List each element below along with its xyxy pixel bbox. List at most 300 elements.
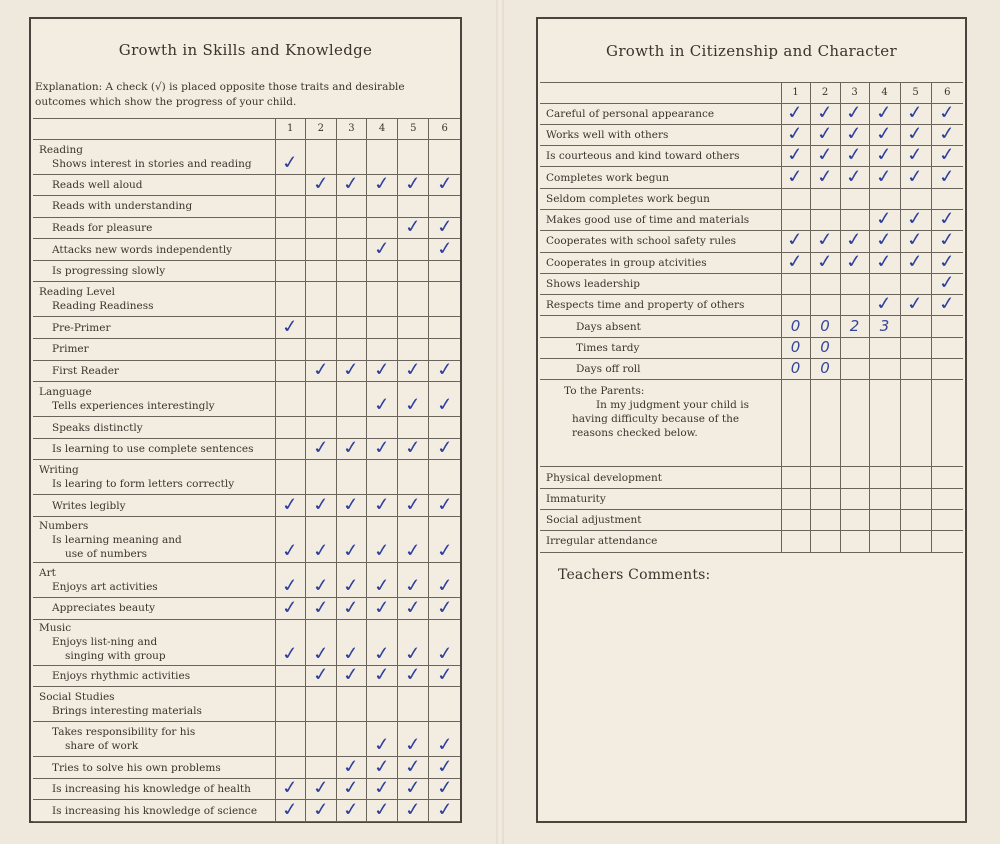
skill-label: Attacks new words independently [52, 243, 233, 256]
difficulty-row [540, 488, 963, 509]
attendance-cell [900, 316, 931, 337]
check-mark: ✓ [937, 292, 958, 316]
check-mark: ✓ [434, 539, 455, 563]
check-mark: ✓ [937, 143, 958, 167]
check-mark: ✓ [844, 101, 865, 124]
grade-cell [398, 239, 429, 261]
grade-cell [869, 273, 900, 294]
grade-cell [398, 757, 429, 779]
trait-row [540, 188, 963, 209]
grade-cell [336, 339, 366, 361]
grade-cell [367, 563, 398, 598]
skill-label: Reads well aloud [52, 178, 143, 191]
difficulty-label: Physical development [540, 467, 781, 488]
grade-cell [275, 460, 305, 495]
grade-cell [305, 417, 336, 439]
check-mark: ✓ [785, 229, 806, 252]
attendance-value: 3 [879, 316, 890, 335]
grade-cell [900, 292, 931, 316]
grade-cell [367, 196, 398, 218]
grade-cell [931, 273, 963, 294]
grade-cell [810, 124, 840, 145]
citizenship-table [540, 83, 963, 553]
check-mark: ✓ [310, 596, 331, 619]
trait-label: Works well with others [540, 124, 781, 145]
grade-cell [305, 800, 336, 822]
skill-row [33, 563, 460, 598]
grade-cell [781, 531, 810, 552]
grade-cell [398, 800, 429, 822]
check-mark: ✓ [371, 642, 393, 665]
grade-cell [931, 531, 963, 552]
skill-row [33, 619, 460, 665]
grade-cell [781, 467, 810, 488]
grade-cell [305, 174, 336, 196]
grade-cell [810, 209, 840, 230]
grade-cell [305, 339, 336, 361]
grade-cell [429, 260, 460, 282]
grade-cell [336, 517, 366, 563]
skill-row [33, 282, 460, 317]
grade-cell [398, 722, 429, 757]
grade-cell [869, 467, 900, 488]
grade-cell [840, 295, 869, 316]
check-mark: ✓ [371, 237, 393, 261]
grade-cell [810, 467, 840, 488]
grade-cell [781, 209, 810, 230]
attendance-cell [781, 316, 810, 337]
skill-label: Is learing to form letters correctly [52, 478, 235, 491]
grade-cell [931, 231, 963, 252]
check-mark: ✓ [785, 122, 806, 146]
grade-cell [398, 778, 429, 800]
check-mark: ✓ [403, 642, 424, 665]
check-mark: ✓ [937, 250, 958, 274]
attendance-value: 0 [790, 337, 801, 356]
check-mark: ✓ [905, 250, 926, 274]
skill-label: Primer [52, 343, 89, 356]
grade-cell [429, 598, 460, 620]
grade-cell [275, 438, 305, 460]
check-mark: ✓ [310, 539, 331, 563]
grade-cell [931, 252, 963, 273]
grade-cell [429, 757, 460, 779]
check-mark: ✓ [874, 229, 895, 252]
grade-column-header: 4 [869, 83, 900, 103]
check-mark: ✓ [937, 101, 958, 124]
check-mark: ✓ [937, 229, 958, 252]
check-mark: ✓ [937, 165, 958, 188]
grade-cell [931, 467, 963, 488]
grade-column-header: 1 [781, 83, 810, 103]
grade-header-row [540, 83, 963, 103]
grade-cell [869, 124, 900, 145]
grade-cell [840, 509, 869, 530]
check-mark: ✓ [280, 539, 301, 563]
grade-cell [900, 488, 931, 509]
check-mark: ✓ [814, 101, 836, 124]
skill-label: Tells experiences interestingly [52, 400, 215, 413]
skill-label: Is increasing his knowledge of health [52, 783, 251, 796]
grade-cell [429, 360, 460, 382]
skill-row [33, 598, 460, 620]
grade-cell [336, 665, 366, 687]
grade-cell [367, 517, 398, 563]
grade-cell [429, 417, 460, 439]
grade-cell [900, 252, 931, 273]
grade-column-header: 6 [429, 119, 460, 139]
grade-cell [275, 722, 305, 757]
grade-cell [398, 282, 429, 317]
check-mark: ✓ [434, 237, 455, 261]
grade-cell [869, 531, 900, 552]
grade-cell [429, 282, 460, 317]
grade-cell [336, 417, 366, 439]
check-mark: ✓ [434, 437, 455, 460]
check-mark: ✓ [403, 215, 424, 239]
grade-cell [810, 231, 840, 252]
check-mark: ✓ [403, 663, 424, 687]
grade-cell [336, 317, 366, 339]
grade-cell [367, 239, 398, 261]
grade-cell [398, 517, 429, 563]
grade-column-header: 3 [336, 119, 366, 139]
check-mark: ✓ [371, 539, 393, 563]
grade-cell [840, 252, 869, 273]
grade-cell [275, 339, 305, 361]
grade-cell [275, 757, 305, 779]
check-mark: ✓ [403, 777, 424, 800]
grade-cell [900, 509, 931, 530]
check-mark: ✓ [371, 798, 393, 822]
grade-cell [398, 217, 429, 239]
skill-row [33, 800, 460, 822]
grade-cell [398, 598, 429, 620]
check-mark: ✓ [403, 596, 424, 619]
skill-label: Enjoys list-ning and [52, 636, 158, 649]
attendance-value: 2 [849, 316, 860, 335]
grade-cell [398, 619, 429, 665]
grade-cell [781, 380, 810, 467]
check-mark: ✓ [280, 777, 301, 800]
grade-cell [781, 143, 810, 167]
attendance-row [540, 337, 963, 358]
grade-cell [931, 292, 963, 316]
check-mark: ✓ [785, 101, 806, 124]
grade-cell [398, 317, 429, 339]
grade-cell [275, 778, 305, 800]
grade-cell [275, 317, 305, 339]
check-mark: ✓ [814, 143, 836, 167]
grade-cell [429, 217, 460, 239]
check-mark: ✓ [371, 172, 393, 196]
check-mark: ✓ [403, 574, 424, 598]
attendance-value: 0 [820, 316, 830, 335]
grade-column-header: 6 [931, 83, 963, 103]
skill-row [33, 239, 460, 261]
difficulty-label: Immaturity [540, 488, 781, 509]
check-mark: ✓ [434, 596, 455, 619]
grade-cell [367, 339, 398, 361]
skill-row [33, 460, 460, 495]
attendance-label: Days off roll [576, 363, 641, 376]
grade-cell [305, 517, 336, 563]
grade-cell [367, 800, 398, 822]
grade-cell [305, 495, 336, 517]
check-mark: ✓ [785, 250, 806, 274]
skill-row [33, 139, 460, 174]
check-mark: ✓ [844, 122, 865, 146]
grade-cell [840, 103, 869, 124]
grade-cell [305, 460, 336, 495]
skill-row [33, 382, 460, 417]
grade-cell [869, 231, 900, 252]
grade-cell [275, 217, 305, 239]
check-mark: ✓ [403, 358, 424, 382]
grade-column-header: 1 [275, 119, 305, 139]
trait-row [540, 209, 963, 230]
grade-column-header: 3 [840, 83, 869, 103]
parents-note-row [540, 380, 963, 467]
grade-cell [429, 438, 460, 460]
check-mark: ✓ [371, 437, 393, 460]
skill-label: Brings interesting materials [52, 705, 202, 718]
grade-cell [275, 360, 305, 382]
check-mark: ✓ [937, 271, 958, 295]
parents-note-line: To the Parents: [564, 385, 645, 398]
grade-cell [840, 143, 869, 167]
check-mark: ✓ [844, 165, 865, 188]
attendance-cell [840, 359, 869, 380]
grade-cell [275, 417, 305, 439]
grade-cell [398, 687, 429, 722]
skill-row [33, 665, 460, 687]
grade-cell [336, 217, 366, 239]
check-mark: ✓ [371, 574, 393, 598]
skill-row [33, 260, 460, 282]
skill-row [33, 196, 460, 218]
skill-category-label: Writing [39, 464, 79, 477]
grade-cell [900, 531, 931, 552]
grade-cell [840, 124, 869, 145]
grade-cell [336, 722, 366, 757]
check-mark: ✓ [341, 539, 362, 563]
check-mark: ✓ [371, 596, 393, 619]
skills-knowledge-panel [29, 17, 462, 823]
citizenship-title: Growth in Citizenship and Character [606, 42, 897, 60]
attendance-cell [810, 337, 840, 358]
grade-cell [810, 295, 840, 316]
skill-label: Speaks distinctly [52, 421, 143, 434]
grade-cell [931, 188, 963, 209]
grade-cell [398, 174, 429, 196]
grade-cell [398, 438, 429, 460]
grade-cell [869, 209, 900, 230]
check-mark: ✓ [371, 493, 393, 517]
grade-cell [305, 217, 336, 239]
grade-cell [305, 757, 336, 779]
attendance-cell [781, 359, 810, 380]
check-mark: ✓ [434, 777, 455, 800]
difficulty-row [540, 531, 963, 552]
check-mark: ✓ [403, 539, 424, 563]
trait-row [540, 252, 963, 273]
grade-cell [367, 757, 398, 779]
check-mark: ✓ [310, 437, 331, 460]
grade-cell [398, 563, 429, 598]
grade-cell [781, 488, 810, 509]
grade-cell [367, 417, 398, 439]
attendance-cell [810, 316, 840, 337]
check-mark: ✓ [434, 393, 455, 417]
skill-label: Reads for pleasure [52, 221, 153, 234]
skill-row [33, 217, 460, 239]
grade-cell [336, 239, 366, 261]
check-mark: ✓ [280, 596, 301, 619]
parents-note-line: having difficulty because of the [572, 413, 740, 426]
check-mark: ✓ [341, 663, 362, 687]
attendance-cell [810, 359, 840, 380]
grade-cell [305, 317, 336, 339]
grade-cell [931, 167, 963, 188]
grade-cell [781, 103, 810, 124]
teachers-comments-label: Teachers Comments: [558, 567, 711, 583]
grade-cell [367, 722, 398, 757]
skill-label: use of numbers [65, 547, 148, 560]
grade-cell [840, 209, 869, 230]
skill-label: share of work [65, 740, 139, 753]
check-mark: ✓ [280, 493, 301, 517]
grade-cell [931, 143, 963, 167]
check-mark: ✓ [310, 663, 331, 687]
grade-cell [367, 317, 398, 339]
attendance-cell [869, 359, 900, 380]
grade-cell [810, 531, 840, 552]
parents-note-line: In my judgment your child is [596, 399, 749, 412]
grade-cell [305, 196, 336, 218]
grade-cell [336, 196, 366, 218]
grade-cell [305, 619, 336, 665]
attendance-value: 0 [790, 359, 801, 378]
grade-cell [398, 665, 429, 687]
grade-cell [900, 273, 931, 294]
check-mark: ✓ [785, 143, 806, 167]
grade-cell [398, 139, 429, 174]
skill-row [33, 517, 460, 563]
check-mark: ✓ [310, 574, 331, 598]
grade-cell [275, 282, 305, 317]
skill-row [33, 174, 460, 196]
skill-row [33, 438, 460, 460]
grade-cell [781, 167, 810, 188]
check-mark: ✓ [844, 143, 865, 167]
check-mark: ✓ [403, 755, 424, 779]
grade-cell [869, 103, 900, 124]
grade-cell [840, 531, 869, 552]
trait-row [540, 295, 963, 316]
check-mark: ✓ [371, 755, 393, 779]
grade-cell [429, 722, 460, 757]
check-mark: ✓ [341, 596, 362, 619]
skill-label: Takes responsibility for his [52, 726, 196, 739]
grade-cell [367, 139, 398, 174]
grade-cell [275, 800, 305, 822]
grade-cell [305, 778, 336, 800]
grade-cell [305, 360, 336, 382]
check-mark: ✓ [341, 777, 362, 800]
check-mark: ✓ [937, 122, 958, 146]
skill-category-label: Music [39, 622, 72, 635]
grade-cell [810, 167, 840, 188]
check-mark: ✓ [814, 122, 836, 146]
grade-cell [305, 722, 336, 757]
check-mark: ✓ [434, 358, 455, 382]
grade-cell [900, 167, 931, 188]
check-mark: ✓ [280, 798, 301, 822]
grade-cell [900, 124, 931, 145]
grade-cell [429, 619, 460, 665]
attendance-row [540, 316, 963, 337]
attendance-label: Days absent [576, 320, 641, 333]
attendance-cell [781, 337, 810, 358]
trait-row [540, 103, 963, 124]
grade-cell [931, 488, 963, 509]
grade-cell [429, 139, 460, 174]
grade-cell [275, 619, 305, 665]
grade-cell [810, 188, 840, 209]
check-mark: ✓ [341, 642, 362, 665]
grade-cell [336, 174, 366, 196]
check-mark: ✓ [280, 151, 301, 174]
grade-cell [398, 260, 429, 282]
check-mark: ✓ [844, 229, 865, 252]
attendance-value: 0 [790, 316, 801, 335]
grade-cell [429, 563, 460, 598]
explanation-text [35, 80, 460, 110]
skill-label: Appreciates beauty [52, 602, 156, 615]
check-mark: ✓ [403, 437, 424, 460]
skill-row [33, 778, 460, 800]
skill-category-label: Language [39, 386, 92, 399]
check-mark: ✓ [310, 493, 331, 517]
grade-cell [840, 488, 869, 509]
check-mark: ✓ [310, 798, 331, 822]
check-mark: ✓ [905, 143, 926, 167]
check-mark: ✓ [874, 207, 895, 231]
check-mark: ✓ [905, 229, 926, 252]
check-mark: ✓ [905, 101, 926, 124]
grade-cell [305, 438, 336, 460]
parents-note [546, 380, 781, 444]
check-mark: ✓ [341, 172, 362, 196]
grade-cell [429, 778, 460, 800]
grade-column-header: 5 [900, 83, 931, 103]
grade-cell [336, 757, 366, 779]
check-mark: ✓ [310, 172, 331, 196]
grade-cell [869, 188, 900, 209]
skill-label: Enjoys art activities [52, 581, 158, 594]
skill-row [33, 317, 460, 339]
skill-row [33, 339, 460, 361]
grade-cell [367, 360, 398, 382]
skill-label: Tries to solve his own problems [52, 761, 221, 774]
check-mark: ✓ [280, 574, 301, 598]
check-mark: ✓ [434, 755, 455, 779]
grade-cell [781, 124, 810, 145]
check-mark: ✓ [341, 358, 362, 382]
grade-cell [336, 619, 366, 665]
check-mark: ✓ [434, 172, 455, 196]
